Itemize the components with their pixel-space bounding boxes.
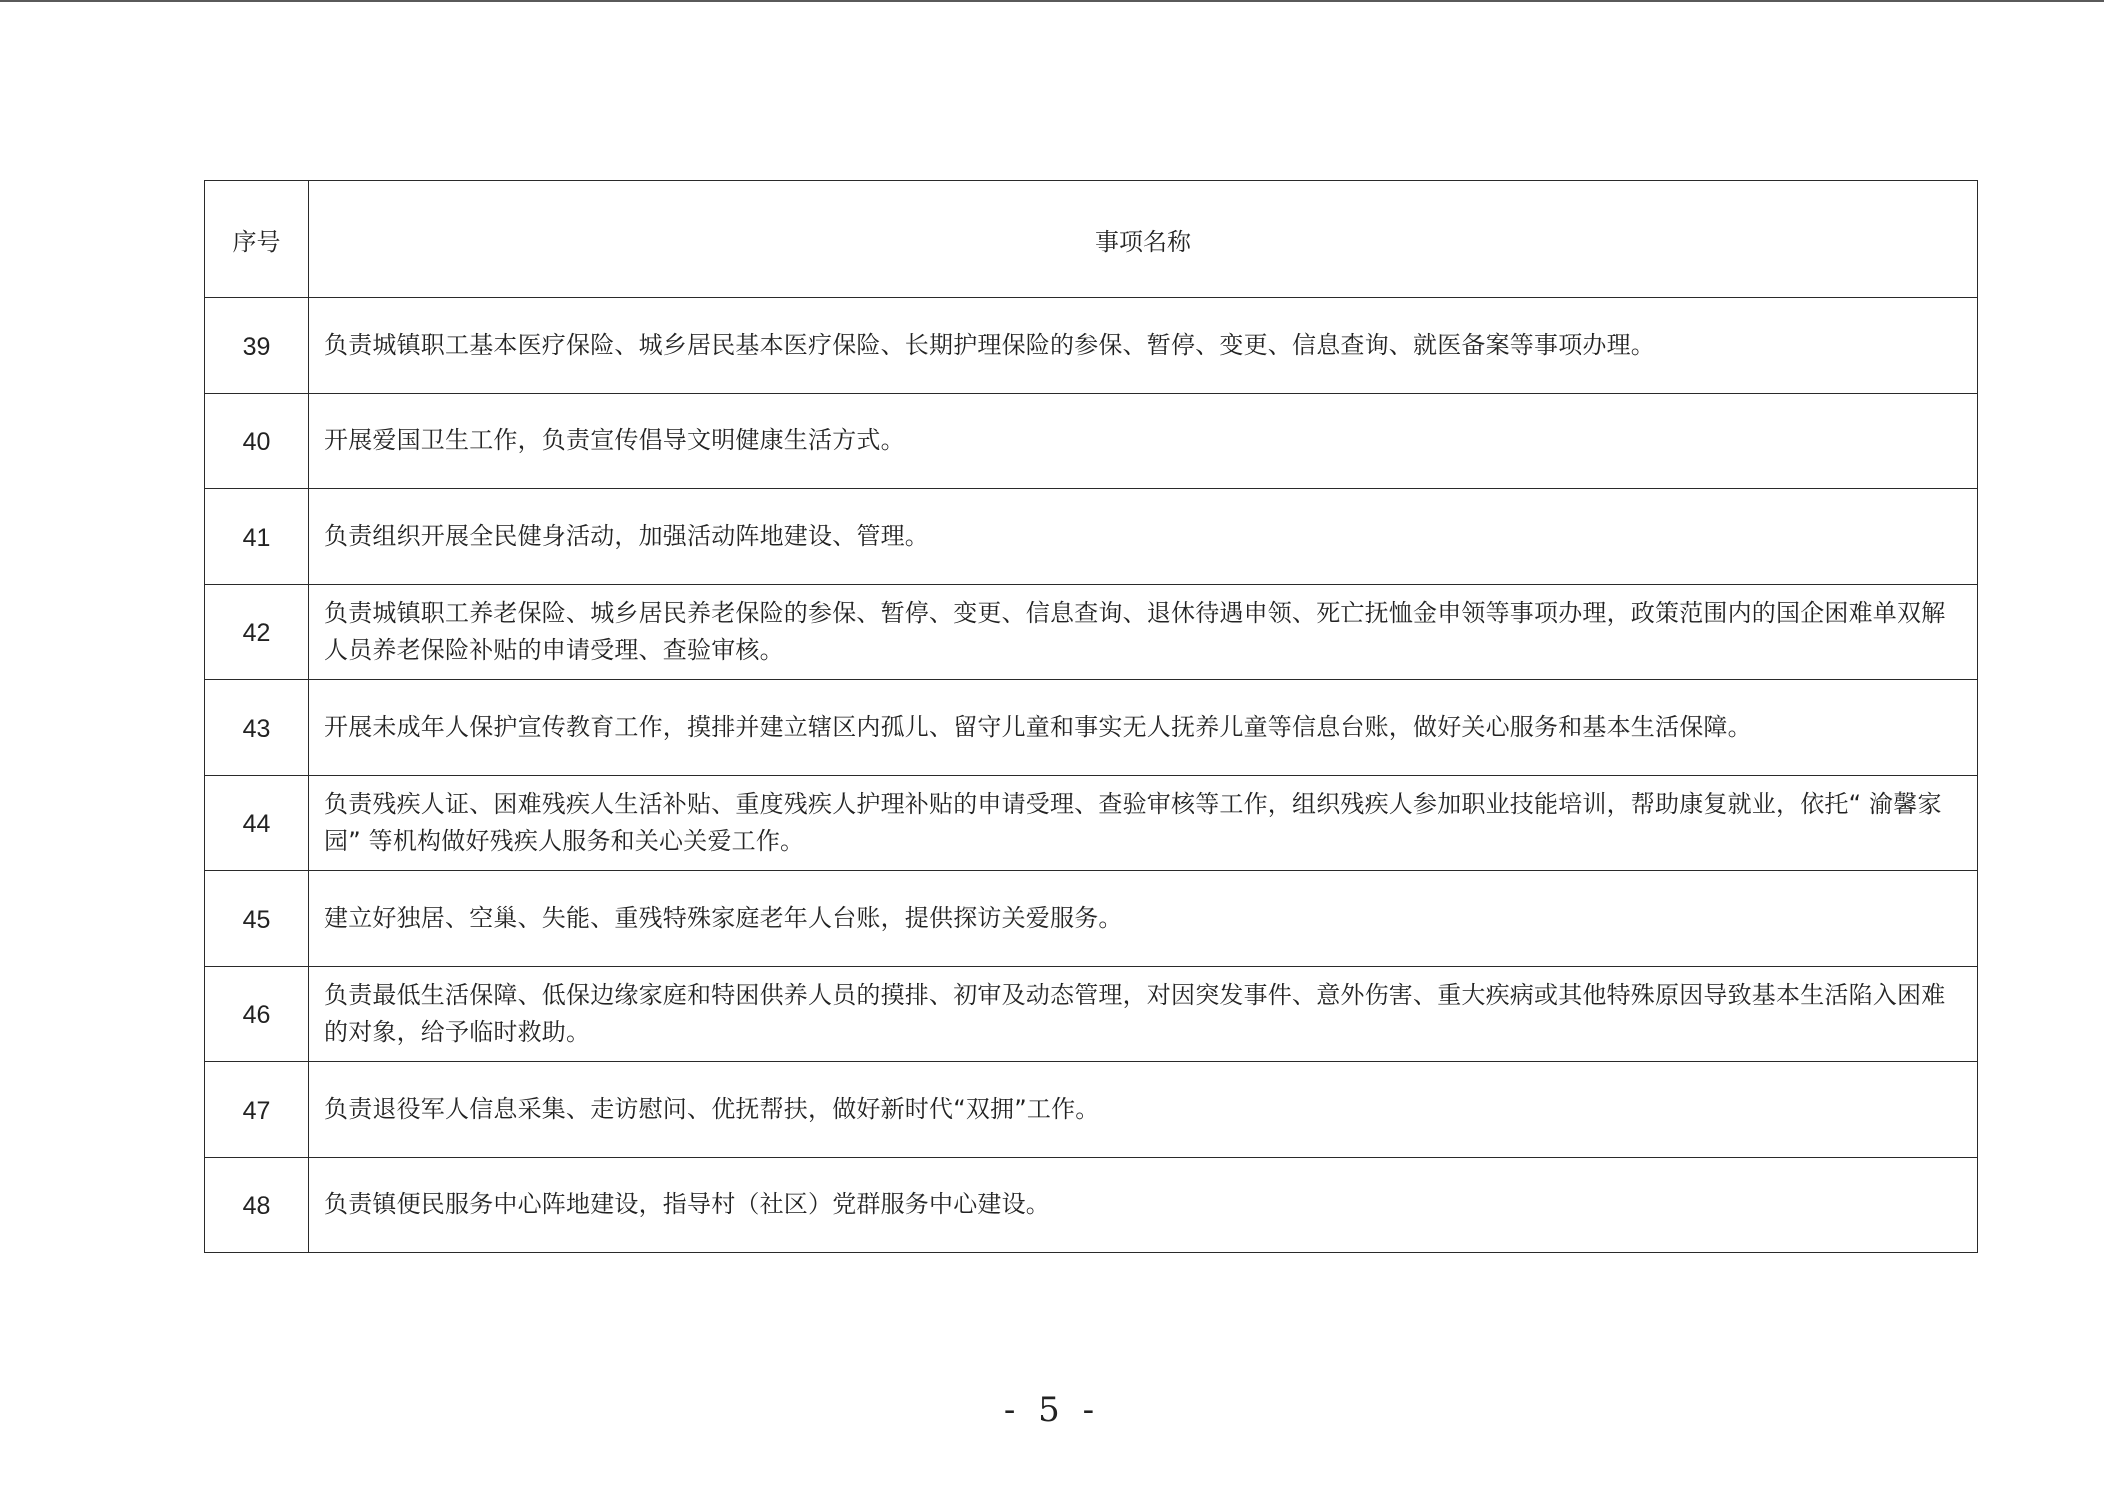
table-row — [205, 298, 1978, 394]
table-row — [205, 489, 1978, 585]
row-item-text: 负责城镇职工基本医疗保险、城乡居民基本医疗保险、长期护理保险的参保、暂停、变更、信息查询、就医备案等事项办理。 — [309, 298, 1978, 394]
table-row — [205, 1062, 1978, 1158]
table-row — [205, 680, 1978, 776]
row-number: 39 — [205, 298, 309, 394]
table-row — [205, 393, 1978, 489]
row-item-text: 负责组织开展全民健身活动，加强活动阵地建设、管理。 — [309, 489, 1978, 585]
row-item-text: 负责退役军人信息采集、走访慰问、优抚帮扶，做好新时代“双拥”工作。 — [309, 1062, 1978, 1158]
row-number: 48 — [205, 1157, 309, 1253]
duties-table-container — [204, 180, 1977, 1253]
table-row — [205, 1157, 1978, 1253]
row-item-text: 建立好独居、空巢、失能、重残特殊家庭老年人台账，提供探访关爱服务。 — [309, 871, 1978, 967]
table-row — [205, 966, 1978, 1062]
row-number: 43 — [205, 680, 309, 776]
header-item-name: 事项名称 — [309, 181, 1978, 298]
row-number: 44 — [205, 775, 309, 871]
table-row — [205, 775, 1978, 871]
row-number: 42 — [205, 584, 309, 680]
row-number: 41 — [205, 489, 309, 585]
table-row — [205, 584, 1978, 680]
row-item-text: 负责残疾人证、困难残疾人生活补贴、重度残疾人护理补贴的申请受理、查验审核等工作，组织残疾人参加职业技能培训，帮助康复就业，依托“ 渝馨家园” 等机构做好残疾人服务和关心关爱工作。 — [309, 775, 1978, 871]
table-header-row — [205, 181, 1978, 298]
row-item-text: 开展爱国卫生工作，负责宣传倡导文明健康生活方式。 — [309, 393, 1978, 489]
row-number: 40 — [205, 393, 309, 489]
row-item-text: 负责镇便民服务中心阵地建设，指导村（社区）党群服务中心建设。 — [309, 1157, 1978, 1253]
row-number: 46 — [205, 966, 309, 1062]
row-item-text: 负责城镇职工养老保险、城乡居民养老保险的参保、暂停、变更、信息查询、退休待遇申领、死亡抚恤金申领等事项办理，政策范围内的国企困难单双解人员养老保险补贴的申请受理、查验审核。 — [309, 584, 1978, 680]
row-item-text: 负责最低生活保障、低保边缘家庭和特困供养人员的摸排、初审及动态管理，对因突发事件、意外伤害、重大疾病或其他特殊原因导致基本生活陷入困难的对象，给予临时救助。 — [309, 966, 1978, 1062]
page-number: - 5 - — [1003, 1390, 1101, 1430]
header-serial-number: 序号 — [205, 181, 309, 298]
row-item-text: 开展未成年人保护宣传教育工作，摸排并建立辖区内孤儿、留守儿童和事实无人抚养儿童等信息台账，做好关心服务和基本生活保障。 — [309, 680, 1978, 776]
duties-table — [204, 180, 1978, 1253]
top-border-line — [0, 0, 2104, 2]
row-number: 45 — [205, 871, 309, 967]
table-row — [205, 871, 1978, 967]
row-number: 47 — [205, 1062, 309, 1158]
